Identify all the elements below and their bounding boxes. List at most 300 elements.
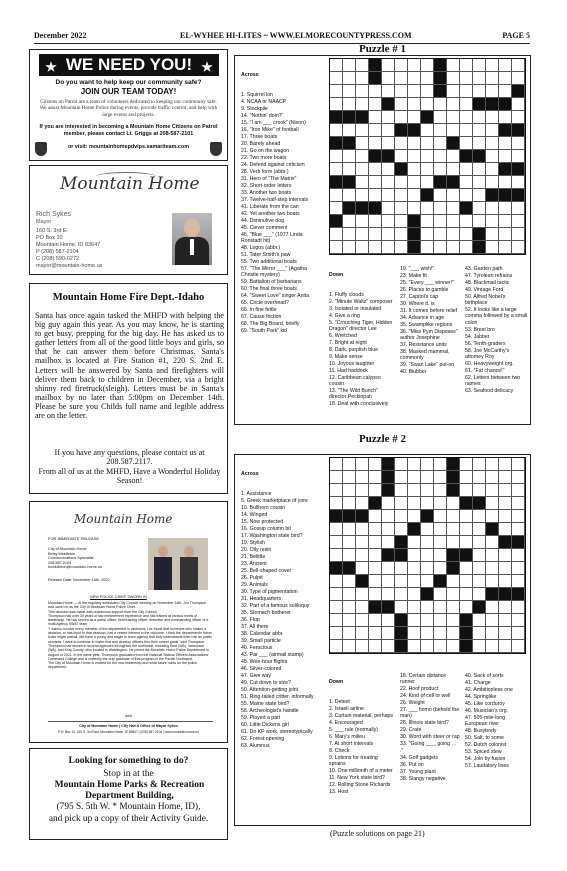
grid-cell[interactable] <box>330 124 343 137</box>
grid-cell[interactable] <box>369 163 382 176</box>
grid-cell[interactable] <box>395 241 408 254</box>
grid-cell[interactable] <box>499 137 512 150</box>
grid-cell[interactable] <box>447 163 460 176</box>
grid-cell[interactable] <box>460 111 473 124</box>
grid-cell[interactable] <box>421 163 434 176</box>
grid-cell[interactable] <box>343 601 356 614</box>
grid-cell[interactable] <box>382 640 395 653</box>
grid-cell[interactable] <box>395 588 408 601</box>
grid-cell[interactable] <box>499 124 512 137</box>
grid-cell[interactable] <box>460 484 473 497</box>
grid-cell[interactable] <box>369 241 382 254</box>
grid-cell[interactable] <box>447 72 460 85</box>
grid-cell[interactable] <box>330 85 343 98</box>
grid-cell[interactable] <box>330 150 343 163</box>
grid-cell[interactable] <box>330 202 343 215</box>
grid-cell[interactable] <box>512 575 525 588</box>
grid-cell[interactable] <box>408 215 421 228</box>
grid-cell[interactable] <box>434 523 447 536</box>
grid-cell[interactable] <box>512 150 525 163</box>
grid-cell[interactable] <box>382 189 395 202</box>
grid-cell[interactable] <box>447 510 460 523</box>
grid-cell[interactable] <box>330 98 343 111</box>
grid-cell[interactable] <box>473 510 486 523</box>
grid-cell[interactable] <box>460 137 473 150</box>
grid-cell[interactable] <box>356 72 369 85</box>
grid-cell[interactable] <box>330 549 343 562</box>
grid-cell[interactable] <box>369 215 382 228</box>
grid-cell[interactable] <box>473 189 486 202</box>
grid-cell[interactable] <box>343 640 356 653</box>
grid-cell[interactable] <box>395 627 408 640</box>
grid-cell[interactable] <box>382 124 395 137</box>
grid-cell[interactable] <box>486 601 499 614</box>
grid-cell[interactable] <box>395 549 408 562</box>
grid-cell[interactable] <box>473 458 486 471</box>
grid-cell[interactable] <box>343 627 356 640</box>
grid-cell[interactable] <box>460 536 473 549</box>
grid-cell[interactable] <box>434 176 447 189</box>
grid-cell[interactable] <box>369 176 382 189</box>
grid-cell[interactable] <box>473 202 486 215</box>
grid-cell[interactable] <box>382 85 395 98</box>
grid-cell[interactable] <box>460 458 473 471</box>
grid-cell[interactable] <box>330 575 343 588</box>
grid-cell[interactable] <box>447 523 460 536</box>
grid-cell[interactable] <box>447 471 460 484</box>
grid-cell[interactable] <box>356 497 369 510</box>
grid-cell[interactable] <box>460 85 473 98</box>
grid-cell[interactable] <box>330 137 343 150</box>
grid-cell[interactable] <box>434 72 447 85</box>
grid-cell[interactable] <box>460 549 473 562</box>
grid-cell[interactable] <box>499 471 512 484</box>
grid-cell[interactable] <box>434 575 447 588</box>
grid-cell[interactable] <box>447 601 460 614</box>
grid-cell[interactable] <box>395 228 408 241</box>
grid-cell[interactable] <box>460 176 473 189</box>
grid-cell[interactable] <box>369 484 382 497</box>
grid-cell[interactable] <box>499 523 512 536</box>
grid-cell[interactable] <box>460 640 473 653</box>
grid-cell[interactable] <box>447 98 460 111</box>
grid-cell[interactable] <box>382 228 395 241</box>
grid-cell[interactable] <box>330 163 343 176</box>
grid-cell[interactable] <box>473 562 486 575</box>
grid-cell[interactable] <box>512 163 525 176</box>
grid-cell[interactable] <box>382 59 395 72</box>
grid-cell[interactable] <box>499 111 512 124</box>
grid-cell[interactable] <box>421 85 434 98</box>
grid-cell[interactable] <box>356 536 369 549</box>
grid-cell[interactable] <box>512 202 525 215</box>
grid-cell[interactable] <box>447 241 460 254</box>
grid-cell[interactable] <box>421 124 434 137</box>
grid-cell[interactable] <box>382 575 395 588</box>
grid-cell[interactable] <box>447 202 460 215</box>
grid-cell[interactable] <box>447 536 460 549</box>
grid-cell[interactable] <box>408 601 421 614</box>
grid-cell[interactable] <box>369 137 382 150</box>
grid-cell[interactable] <box>434 588 447 601</box>
grid-cell[interactable] <box>434 111 447 124</box>
grid-cell[interactable] <box>460 150 473 163</box>
grid-cell[interactable] <box>369 59 382 72</box>
grid-cell[interactable] <box>460 215 473 228</box>
grid-cell[interactable] <box>356 98 369 111</box>
grid-cell[interactable] <box>330 471 343 484</box>
grid-cell[interactable] <box>434 510 447 523</box>
grid-cell[interactable] <box>486 614 499 627</box>
grid-cell[interactable] <box>460 163 473 176</box>
grid-cell[interactable] <box>369 614 382 627</box>
grid-cell[interactable] <box>356 575 369 588</box>
grid-cell[interactable] <box>395 458 408 471</box>
grid-cell[interactable] <box>356 601 369 614</box>
grid-cell[interactable] <box>473 215 486 228</box>
grid-cell[interactable] <box>499 228 512 241</box>
grid-cell[interactable] <box>343 85 356 98</box>
grid-cell[interactable] <box>330 640 343 653</box>
grid-cell[interactable] <box>421 176 434 189</box>
grid-cell[interactable] <box>382 215 395 228</box>
grid-cell[interactable] <box>421 549 434 562</box>
grid-cell[interactable] <box>330 627 343 640</box>
grid-cell[interactable] <box>486 549 499 562</box>
grid-cell[interactable] <box>499 627 512 640</box>
grid-cell[interactable] <box>330 510 343 523</box>
grid-cell[interactable] <box>473 163 486 176</box>
grid-cell[interactable] <box>408 614 421 627</box>
grid-cell[interactable] <box>499 215 512 228</box>
grid-cell[interactable] <box>382 536 395 549</box>
grid-cell[interactable] <box>512 85 525 98</box>
grid-cell[interactable] <box>408 189 421 202</box>
grid-cell[interactable] <box>395 98 408 111</box>
grid-cell[interactable] <box>421 601 434 614</box>
grid-cell[interactable] <box>408 497 421 510</box>
grid-cell[interactable] <box>486 124 499 137</box>
grid-cell[interactable] <box>486 523 499 536</box>
grid-cell[interactable] <box>395 640 408 653</box>
grid-cell[interactable] <box>512 627 525 640</box>
grid-cell[interactable] <box>447 111 460 124</box>
grid-cell[interactable] <box>408 484 421 497</box>
grid-cell[interactable] <box>512 98 525 111</box>
grid-cell[interactable] <box>421 614 434 627</box>
grid-cell[interactable] <box>395 510 408 523</box>
grid-cell[interactable] <box>434 202 447 215</box>
grid-cell[interactable] <box>499 536 512 549</box>
grid-cell[interactable] <box>512 59 525 72</box>
grid-cell[interactable] <box>382 588 395 601</box>
grid-cell[interactable] <box>473 575 486 588</box>
grid-cell[interactable] <box>434 228 447 241</box>
grid-cell[interactable] <box>473 124 486 137</box>
grid-cell[interactable] <box>473 59 486 72</box>
grid-cell[interactable] <box>434 640 447 653</box>
grid-cell[interactable] <box>395 562 408 575</box>
grid-cell[interactable] <box>343 150 356 163</box>
grid-cell[interactable] <box>356 627 369 640</box>
grid-cell[interactable] <box>382 458 395 471</box>
grid-cell[interactable] <box>408 85 421 98</box>
grid-cell[interactable] <box>460 72 473 85</box>
grid-cell[interactable] <box>343 536 356 549</box>
grid-cell[interactable] <box>369 588 382 601</box>
grid-cell[interactable] <box>460 588 473 601</box>
grid-cell[interactable] <box>330 241 343 254</box>
grid-cell[interactable] <box>473 588 486 601</box>
grid-cell[interactable] <box>382 614 395 627</box>
grid-cell[interactable] <box>395 575 408 588</box>
grid-cell[interactable] <box>499 458 512 471</box>
grid-cell[interactable] <box>486 59 499 72</box>
grid-cell[interactable] <box>369 497 382 510</box>
grid-cell[interactable] <box>434 601 447 614</box>
grid-cell[interactable] <box>447 150 460 163</box>
grid-cell[interactable] <box>434 549 447 562</box>
grid-cell[interactable] <box>356 588 369 601</box>
grid-cell[interactable] <box>486 562 499 575</box>
grid-cell[interactable] <box>395 163 408 176</box>
grid-cell[interactable] <box>434 189 447 202</box>
grid-cell[interactable] <box>356 111 369 124</box>
grid-cell[interactable] <box>447 588 460 601</box>
grid-cell[interactable] <box>382 176 395 189</box>
grid-cell[interactable] <box>486 471 499 484</box>
grid-cell[interactable] <box>395 176 408 189</box>
grid-cell[interactable] <box>356 458 369 471</box>
grid-cell[interactable] <box>499 549 512 562</box>
grid-cell[interactable] <box>343 189 356 202</box>
grid-cell[interactable] <box>486 497 499 510</box>
grid-cell[interactable] <box>369 124 382 137</box>
grid-cell[interactable] <box>447 640 460 653</box>
grid-cell[interactable] <box>343 215 356 228</box>
grid-cell[interactable] <box>408 523 421 536</box>
grid-cell[interactable] <box>447 627 460 640</box>
grid-cell[interactable] <box>395 189 408 202</box>
grid-cell[interactable] <box>330 536 343 549</box>
grid-cell[interactable] <box>382 523 395 536</box>
grid-cell[interactable] <box>512 241 525 254</box>
grid-cell[interactable] <box>499 241 512 254</box>
grid-cell[interactable] <box>356 215 369 228</box>
grid-cell[interactable] <box>473 72 486 85</box>
grid-cell[interactable] <box>343 471 356 484</box>
grid-cell[interactable] <box>330 588 343 601</box>
grid-cell[interactable] <box>434 484 447 497</box>
grid-cell[interactable] <box>343 176 356 189</box>
grid-cell[interactable] <box>421 215 434 228</box>
grid-cell[interactable] <box>421 640 434 653</box>
grid-cell[interactable] <box>447 124 460 137</box>
grid-cell[interactable] <box>460 614 473 627</box>
grid-cell[interactable] <box>434 471 447 484</box>
grid-cell[interactable] <box>343 124 356 137</box>
grid-cell[interactable] <box>382 111 395 124</box>
grid-cell[interactable] <box>421 241 434 254</box>
grid-cell[interactable] <box>369 458 382 471</box>
grid-cell[interactable] <box>460 575 473 588</box>
grid-cell[interactable] <box>395 59 408 72</box>
grid-cell[interactable] <box>473 549 486 562</box>
grid-cell[interactable] <box>421 228 434 241</box>
grid-cell[interactable] <box>486 137 499 150</box>
grid-cell[interactable] <box>330 189 343 202</box>
grid-cell[interactable] <box>343 202 356 215</box>
grid-cell[interactable] <box>421 111 434 124</box>
grid-cell[interactable] <box>421 536 434 549</box>
grid-cell[interactable] <box>382 72 395 85</box>
grid-cell[interactable] <box>512 536 525 549</box>
grid-cell[interactable] <box>473 241 486 254</box>
grid-cell[interactable] <box>421 189 434 202</box>
grid-cell[interactable] <box>499 189 512 202</box>
grid-cell[interactable] <box>356 523 369 536</box>
grid-cell[interactable] <box>395 471 408 484</box>
grid-cell[interactable] <box>473 137 486 150</box>
grid-cell[interactable] <box>434 98 447 111</box>
grid-cell[interactable] <box>330 614 343 627</box>
grid-cell[interactable] <box>512 549 525 562</box>
grid-cell[interactable] <box>486 202 499 215</box>
grid-cell[interactable] <box>395 536 408 549</box>
grid-cell[interactable] <box>421 484 434 497</box>
grid-cell[interactable] <box>421 72 434 85</box>
grid-cell[interactable] <box>395 85 408 98</box>
grid-cell[interactable] <box>447 614 460 627</box>
grid-cell[interactable] <box>499 588 512 601</box>
grid-cell[interactable] <box>369 523 382 536</box>
grid-cell[interactable] <box>369 98 382 111</box>
grid-cell[interactable] <box>369 85 382 98</box>
grid-cell[interactable] <box>369 72 382 85</box>
grid-cell[interactable] <box>408 640 421 653</box>
grid-cell[interactable] <box>499 150 512 163</box>
grid-cell[interactable] <box>434 150 447 163</box>
grid-cell[interactable] <box>356 484 369 497</box>
grid-cell[interactable] <box>408 72 421 85</box>
grid-cell[interactable] <box>499 601 512 614</box>
grid-cell[interactable] <box>434 163 447 176</box>
grid-cell[interactable] <box>356 640 369 653</box>
grid-cell[interactable] <box>356 241 369 254</box>
grid-cell[interactable] <box>356 614 369 627</box>
grid-cell[interactable] <box>408 458 421 471</box>
grid-cell[interactable] <box>343 614 356 627</box>
grid-cell[interactable] <box>512 215 525 228</box>
grid-cell[interactable] <box>434 124 447 137</box>
grid-cell[interactable] <box>512 562 525 575</box>
grid-cell[interactable] <box>408 150 421 163</box>
grid-cell[interactable] <box>330 228 343 241</box>
grid-cell[interactable] <box>343 523 356 536</box>
grid-cell[interactable] <box>382 137 395 150</box>
grid-cell[interactable] <box>356 562 369 575</box>
grid-cell[interactable] <box>434 215 447 228</box>
grid-cell[interactable] <box>369 150 382 163</box>
grid-cell[interactable] <box>382 627 395 640</box>
grid-cell[interactable] <box>460 202 473 215</box>
grid-cell[interactable] <box>512 588 525 601</box>
grid-cell[interactable] <box>473 627 486 640</box>
grid-cell[interactable] <box>486 150 499 163</box>
grid-cell[interactable] <box>421 523 434 536</box>
grid-cell[interactable] <box>330 458 343 471</box>
grid-cell[interactable] <box>473 471 486 484</box>
grid-cell[interactable] <box>473 176 486 189</box>
grid-cell[interactable] <box>369 562 382 575</box>
grid-cell[interactable] <box>369 627 382 640</box>
grid-cell[interactable] <box>434 536 447 549</box>
grid-cell[interactable] <box>421 98 434 111</box>
grid-cell[interactable] <box>486 241 499 254</box>
grid-cell[interactable] <box>434 241 447 254</box>
grid-cell[interactable] <box>408 510 421 523</box>
grid-cell[interactable] <box>473 484 486 497</box>
grid-cell[interactable] <box>512 72 525 85</box>
grid-cell[interactable] <box>343 59 356 72</box>
grid-cell[interactable] <box>447 458 460 471</box>
grid-cell[interactable] <box>512 601 525 614</box>
grid-cell[interactable] <box>343 72 356 85</box>
grid-cell[interactable] <box>447 176 460 189</box>
grid-cell[interactable] <box>447 484 460 497</box>
grid-cell[interactable] <box>408 59 421 72</box>
grid-cell[interactable] <box>486 458 499 471</box>
grid-cell[interactable] <box>343 228 356 241</box>
grid-cell[interactable] <box>343 549 356 562</box>
grid-cell[interactable] <box>343 497 356 510</box>
grid-cell[interactable] <box>473 497 486 510</box>
grid-cell[interactable] <box>499 640 512 653</box>
grid-cell[interactable] <box>343 111 356 124</box>
grid-cell[interactable] <box>408 111 421 124</box>
grid-cell[interactable] <box>408 549 421 562</box>
grid-cell[interactable] <box>499 497 512 510</box>
grid-cell[interactable] <box>460 228 473 241</box>
grid-cell[interactable] <box>486 85 499 98</box>
grid-cell[interactable] <box>369 549 382 562</box>
grid-cell[interactable] <box>343 137 356 150</box>
grid-cell[interactable] <box>382 484 395 497</box>
grid-cell[interactable] <box>330 484 343 497</box>
grid-cell[interactable] <box>395 111 408 124</box>
grid-cell[interactable] <box>356 549 369 562</box>
grid-cell[interactable] <box>421 59 434 72</box>
grid-cell[interactable] <box>486 72 499 85</box>
grid-cell[interactable] <box>434 614 447 627</box>
grid-cell[interactable] <box>473 98 486 111</box>
grid-cell[interactable] <box>447 59 460 72</box>
grid-cell[interactable] <box>382 549 395 562</box>
grid-cell[interactable] <box>512 614 525 627</box>
grid-cell[interactable] <box>499 484 512 497</box>
grid-cell[interactable] <box>473 601 486 614</box>
grid-cell[interactable] <box>499 72 512 85</box>
grid-cell[interactable] <box>460 523 473 536</box>
grid-cell[interactable] <box>395 497 408 510</box>
grid-cell[interactable] <box>330 215 343 228</box>
grid-cell[interactable] <box>460 471 473 484</box>
grid-cell[interactable] <box>434 497 447 510</box>
grid-cell[interactable] <box>330 111 343 124</box>
grid-cell[interactable] <box>512 484 525 497</box>
grid-cell[interactable] <box>434 627 447 640</box>
grid-cell[interactable] <box>343 588 356 601</box>
